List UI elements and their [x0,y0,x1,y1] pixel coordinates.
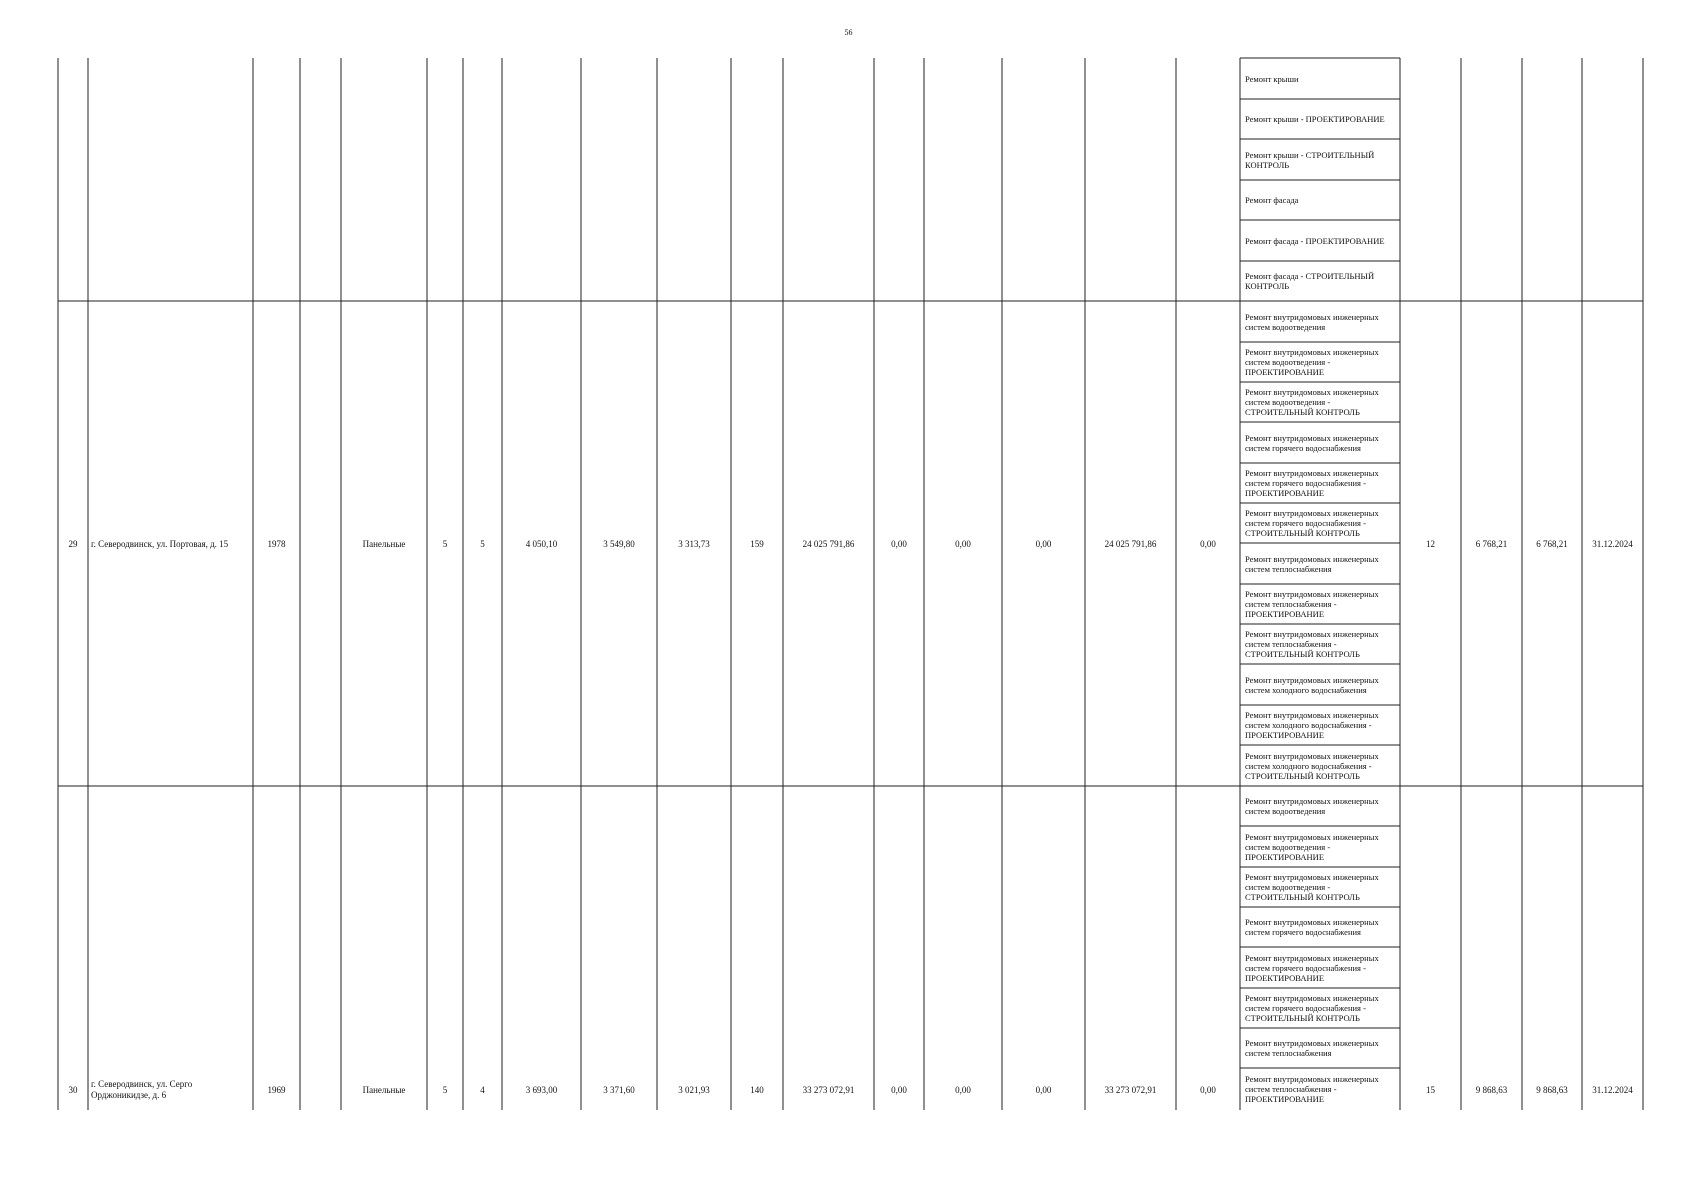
wall-material: Панельные [362,1084,406,1095]
wall-material: Панельные [362,538,406,549]
residents: 159 [750,538,764,549]
floors: 5 [442,538,448,549]
deadline: 31.12.2024 [1592,1084,1633,1095]
area-total: 4 050,10 [525,538,558,549]
work-item: Ремонт внутридомовых инженерных систем холодного водоснабжения [1245,674,1379,695]
area-owned: 3 021,93 [678,1084,710,1095]
cost-b: 0,00 [955,538,971,549]
work-item-prev: Ремонт крыши [1245,73,1299,84]
work-item-prev: Ремонт фасада [1245,195,1299,205]
works-count: 15 [1426,1084,1435,1095]
work-item-prev: Ремонт крыши - ПРОЕКТИРОВАНИЕ [1245,114,1385,124]
work-item: Ремонт внутридомовых инженерных систем теплоснабжения [1245,553,1379,574]
entrances: 5 [480,538,485,549]
page-number: 56 [844,28,853,37]
work-item: Ремонт внутридомовых инженерных систем холодного водоснабжения - ПРОЕКТИРОВАНИЕ [1245,710,1379,740]
unit-cost: 6 768,21 [1475,538,1508,549]
cost-b: 0,00 [955,1084,971,1095]
cost-a: 0,00 [891,1084,907,1095]
work-item: Ремонт внутридомовых инженерных систем водоотведения - СТРОИТЕЛЬНЫЙ КОНТРОЛЬ [1245,872,1379,902]
area-living: 3 371,60 [603,1084,635,1095]
address: г. Северодвинск, ул. Серго Орджоникидзе, д. 6 [91,1079,193,1100]
year-built: 1969 [267,1084,286,1095]
work-item: Ремонт внутридомовых инженерных систем водоотведения [1245,796,1379,816]
work-item: Ремонт внутридомовых инженерных систем горячего водоснабжения [1245,917,1379,937]
work-item: Ремонт внутридомовых инженерных систем теплоснабжения [1245,1038,1379,1058]
limit-cost: 9 868,63 [1536,1084,1568,1095]
work-item: Ремонт внутридомовых инженерных систем водоотведения [1245,311,1379,332]
area-owned: 3 313,73 [678,538,710,549]
cost-total: 24 025 791,86 [802,538,855,549]
area-living: 3 549,80 [603,538,635,549]
work-item: Ремонт внутридомовых инженерных систем водоотведения - СТРОИТЕЛЬНЫЙ КОНТРОЛЬ [1245,387,1379,417]
cost-e: 0,00 [1200,1084,1216,1095]
year-built: 1978 [267,538,286,549]
cost-c: 0,00 [1035,1084,1052,1095]
cost-d: 24 025 791,86 [1104,538,1157,549]
cost-d: 33 273 072,91 [1104,1084,1157,1095]
cost-a: 0,00 [891,538,907,549]
cost-total: 33 273 072,91 [802,1084,855,1095]
works-count: 12 [1426,538,1435,549]
floors: 5 [442,1084,448,1095]
cost-c: 0,00 [1035,538,1052,549]
work-item: Ремонт внутридомовых инженерных систем теплоснабжения - ПРОЕКТИРОВАНИЕ [1245,1074,1379,1104]
row-number: 29 [68,538,78,549]
residents: 140 [750,1084,764,1095]
work-item: Ремонт внутридомовых инженерных систем горячего водоснабжения - ПРОЕКТИРОВАНИЕ [1245,468,1379,498]
address: г. Северодвинск, ул. Портовая, д. 15 [91,538,229,549]
work-item: Ремонт внутридомовых инженерных систем водоотведения - ПРОЕКТИРОВАНИЕ [1245,347,1379,377]
row-number: 30 [68,1084,78,1095]
work-item: Ремонт внутридомовых инженерных систем водоотведения - ПРОЕКТИРОВАНИЕ [1245,831,1379,862]
work-item-prev: Ремонт крыши - СТРОИТЕЛЬНЫЙ КОНТРОЛЬ [1245,149,1375,170]
work-item: Ремонт внутридомовых инженерных систем горячего водоснабжения [1245,432,1379,453]
work-item: Ремонт внутридомовых инженерных систем теплоснабжения - СТРОИТЕЛЬНЫЙ КОНТРОЛЬ [1245,629,1379,659]
work-item-prev: Ремонт фасада - ПРОЕКТИРОВАНИЕ [1245,235,1385,246]
unit-cost: 9 868,63 [1475,1084,1508,1095]
work-item: Ремонт внутридомовых инженерных систем горячего водоснабжения - СТРОИТЕЛЬНЫЙ КОНТРОЛЬ [1245,508,1379,538]
work-item: Ремонт внутридомовых инженерных систем горячего водоснабжения - ПРОЕКТИРОВАНИЕ [1245,952,1379,983]
limit-cost: 6 768,21 [1536,538,1568,549]
deadline: 31.12.2024 [1592,538,1633,549]
work-item-prev: Ремонт фасада - СТРОИТЕЛЬНЫЙ КОНТРОЛЬ [1245,271,1375,291]
area-total: 3 693,00 [525,1084,558,1095]
work-item: Ремонт внутридомовых инженерных систем горячего водоснабжения - СТРОИТЕЛЬНЫЙ КОНТРОЛЬ [1245,993,1379,1023]
work-item: Ремонт внутридомовых инженерных систем холодного водоснабжения - СТРОИТЕЛЬНЫЙ КОНТРОЛЬ [1245,750,1379,781]
entrances: 4 [480,1084,485,1095]
work-item: Ремонт внутридомовых инженерных систем теплоснабжения - ПРОЕКТИРОВАНИЕ [1245,589,1379,619]
cost-e: 0,00 [1200,538,1216,549]
